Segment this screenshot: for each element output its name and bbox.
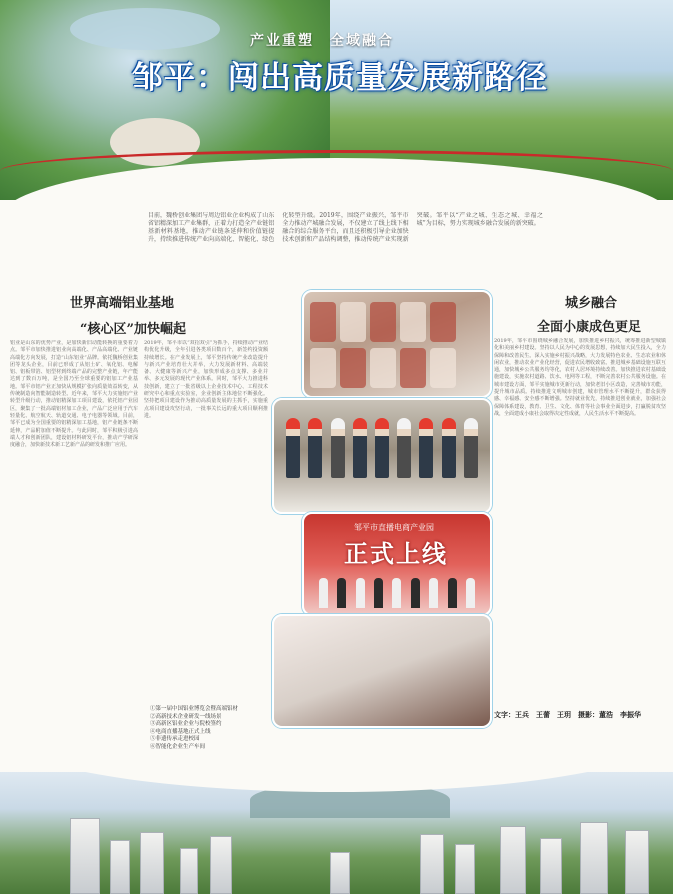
- launch-banner-title: 正式上线: [344, 539, 448, 568]
- photo-ceremony-people: [314, 572, 480, 608]
- photo-launch-ceremony: [302, 512, 492, 616]
- photo-caption: ④电商直播基地正式上线: [150, 728, 211, 735]
- right-section-title-1: 城乡融合: [565, 296, 618, 311]
- skyline-building: [540, 838, 562, 894]
- byline: 文字：王兵 王蕾 王玥 摄影：董浩 李振华: [494, 710, 641, 719]
- page-kicker: 产业重塑 全域融合: [250, 33, 394, 49]
- skyline-building: [420, 834, 444, 894]
- skyline-building: [625, 830, 649, 894]
- skyline-building: [140, 832, 164, 894]
- city-skyline-photo: [0, 772, 673, 894]
- skyline-building: [180, 848, 198, 894]
- skyline-building: [70, 818, 100, 894]
- right-column-text: 2019年，邹平市围绕城乡融合发展，加快推进乡村振兴，统筹推进新型城镇化和美丽乡村建设。坚持以人民为中心的发展思想，持续加大民生投入，全力保障和改善民生。深入实施乡村振兴战略，大力发展特色农业、生态农业和休闲农业，推动农业产业化经营，促进农民增收致富。推进城乡基础设施互联互通，加快城乡公共服务均等化，农村人居环境持续改善。加快推进农村基础设施建设，实施农村道路、饮水、电网等工程，不断完善农村公共服务设施。在城市建设方面，邹平实施城市更新行动，加快老旧小区改造，完善城市功能，提升城市品质。持续推进文明城市创建，城市管理水平不断提升，群众获得感、幸福感、安全感不断增强。坚持就业优先，持续推进创业就业，加强社会保障体系建设，教育、卫生、文化、体育等社会事业全面进步，打赢脱贫攻坚战，全面建成小康社会取得决定性成就，人民生活水平不断提高。: [494, 338, 666, 417]
- right-section-title-2: 全面小康成色更足: [537, 320, 642, 335]
- middle-column-text: 2019年，邹平市以“双招双引”为抓手，持续推动产业结构优化升级，全年引进各类项目数百个，新签约投资额持续增长。在产业发展上，邹平坚持传统产业改造提升与新兴产业培育壮大并举，大力发展新材料、高端装备、大健康等新兴产业，加快形成多点支撑、多业并举、多元发展的现代产业体系。同时，邹平大力推进科技创新，建立了一批省级以上企业技术中心、工程技术研究中心和重点实验室，企业创新主体地位不断强化。坚持把项目建设作为推动高质量发展的主抓手，实施重点项目建设攻坚行动，一批事关长远的重大项目顺利推进。: [144, 340, 268, 419]
- skyline-building: [210, 836, 232, 894]
- photo-caption: ①第一届中国铝业博览会暨高端铝材: [150, 706, 239, 712]
- intro-text: 目前，魏桥创业集团与周边铝业企业构成了山东省铝精深加工产业集群，正着力打造全产业链铝基新材料基地，推动产业链条延伸和价值链提升，持续推进传统产业向高端化、智能化、绿色化转型升级。2019年，围绕产业振兴，邹平市全力推动产城融合发展，不仅建立了线上线下相融合的综合服务平台，而且还积极引导企业加快技术创新和产品结构调整，推动传统产业实现新突破。邹平以“产业之城、生态之城、幸福之城”为目标，努力实现城乡融合发展的新突破。: [148, 212, 543, 243]
- photo-caption: ⑤非遗传承走进校园: [150, 736, 200, 742]
- photo-caption: ⑥智能化企业生产车间: [150, 743, 206, 750]
- photo-caption: ③高新区铝业企业与院校签约: [150, 721, 222, 727]
- hero-lake: [70, 8, 220, 50]
- photo-exhibition-hall: [272, 614, 492, 728]
- left-column-text: 铝业是山东的优势产业，是加快新旧动能转换的重要着力点。邹平市加快推进铝业向高端化、产品高端化、产业链高端化方向发展，打造“山东铝业”品牌。依托魏桥创业集团等龙头企业，目前已形成了从铝土矿、氧化铝、电解铝、铝板带箔、铝型材到终端产品的完整产业链，年产能达到了数百万吨，是全国乃至全球重要的铝加工产业基地。邹平市铝产业正加快从规模扩张向质量效益转变，从传统制造向智能制造转型。近年来，邹平大力实施铝产业转型升级行动，推动铝精深加工项目建设，依托铝产业园区，聚集了一批高端铝材加工企业，产品广泛应用于汽车轻量化、航空航天、轨道交通、电子电器等领域。目前，邹平已成为全国重要的铝精深加工基地，铝产业链条不断延伸，产品附加值不断提升。与此同时，邹平积极引进高端人才和创新团队，建设铝材料研发平台，推动产学研深度融合，加快新技术新工艺新产品的研发和推广应用。: [10, 340, 138, 449]
- photo-caption: ②高新技术企业研发一线场景: [150, 713, 222, 720]
- skyline-top-curve: [0, 772, 673, 792]
- launch-banner-subtitle: 邹平市直播电商产业园: [354, 523, 434, 532]
- left-section-title-2: “核心区”加快崛起: [80, 322, 186, 337]
- skyline-building: [110, 840, 130, 894]
- skyline-building: [580, 822, 608, 894]
- photo-paper-cutting: [302, 290, 492, 398]
- photo-workers-group: [282, 418, 482, 488]
- page-headline: 邹平：闯出高质量发展新路径: [132, 60, 548, 96]
- photo-site-inspection: [272, 398, 492, 514]
- skyline-building: [500, 826, 526, 894]
- photo-caption-list: [150, 706, 270, 751]
- skyline-building: [455, 844, 475, 894]
- left-section-title-1: 世界高端铝业基地: [70, 296, 175, 311]
- photo-children-group: [310, 302, 484, 390]
- skyline-building: [330, 852, 350, 894]
